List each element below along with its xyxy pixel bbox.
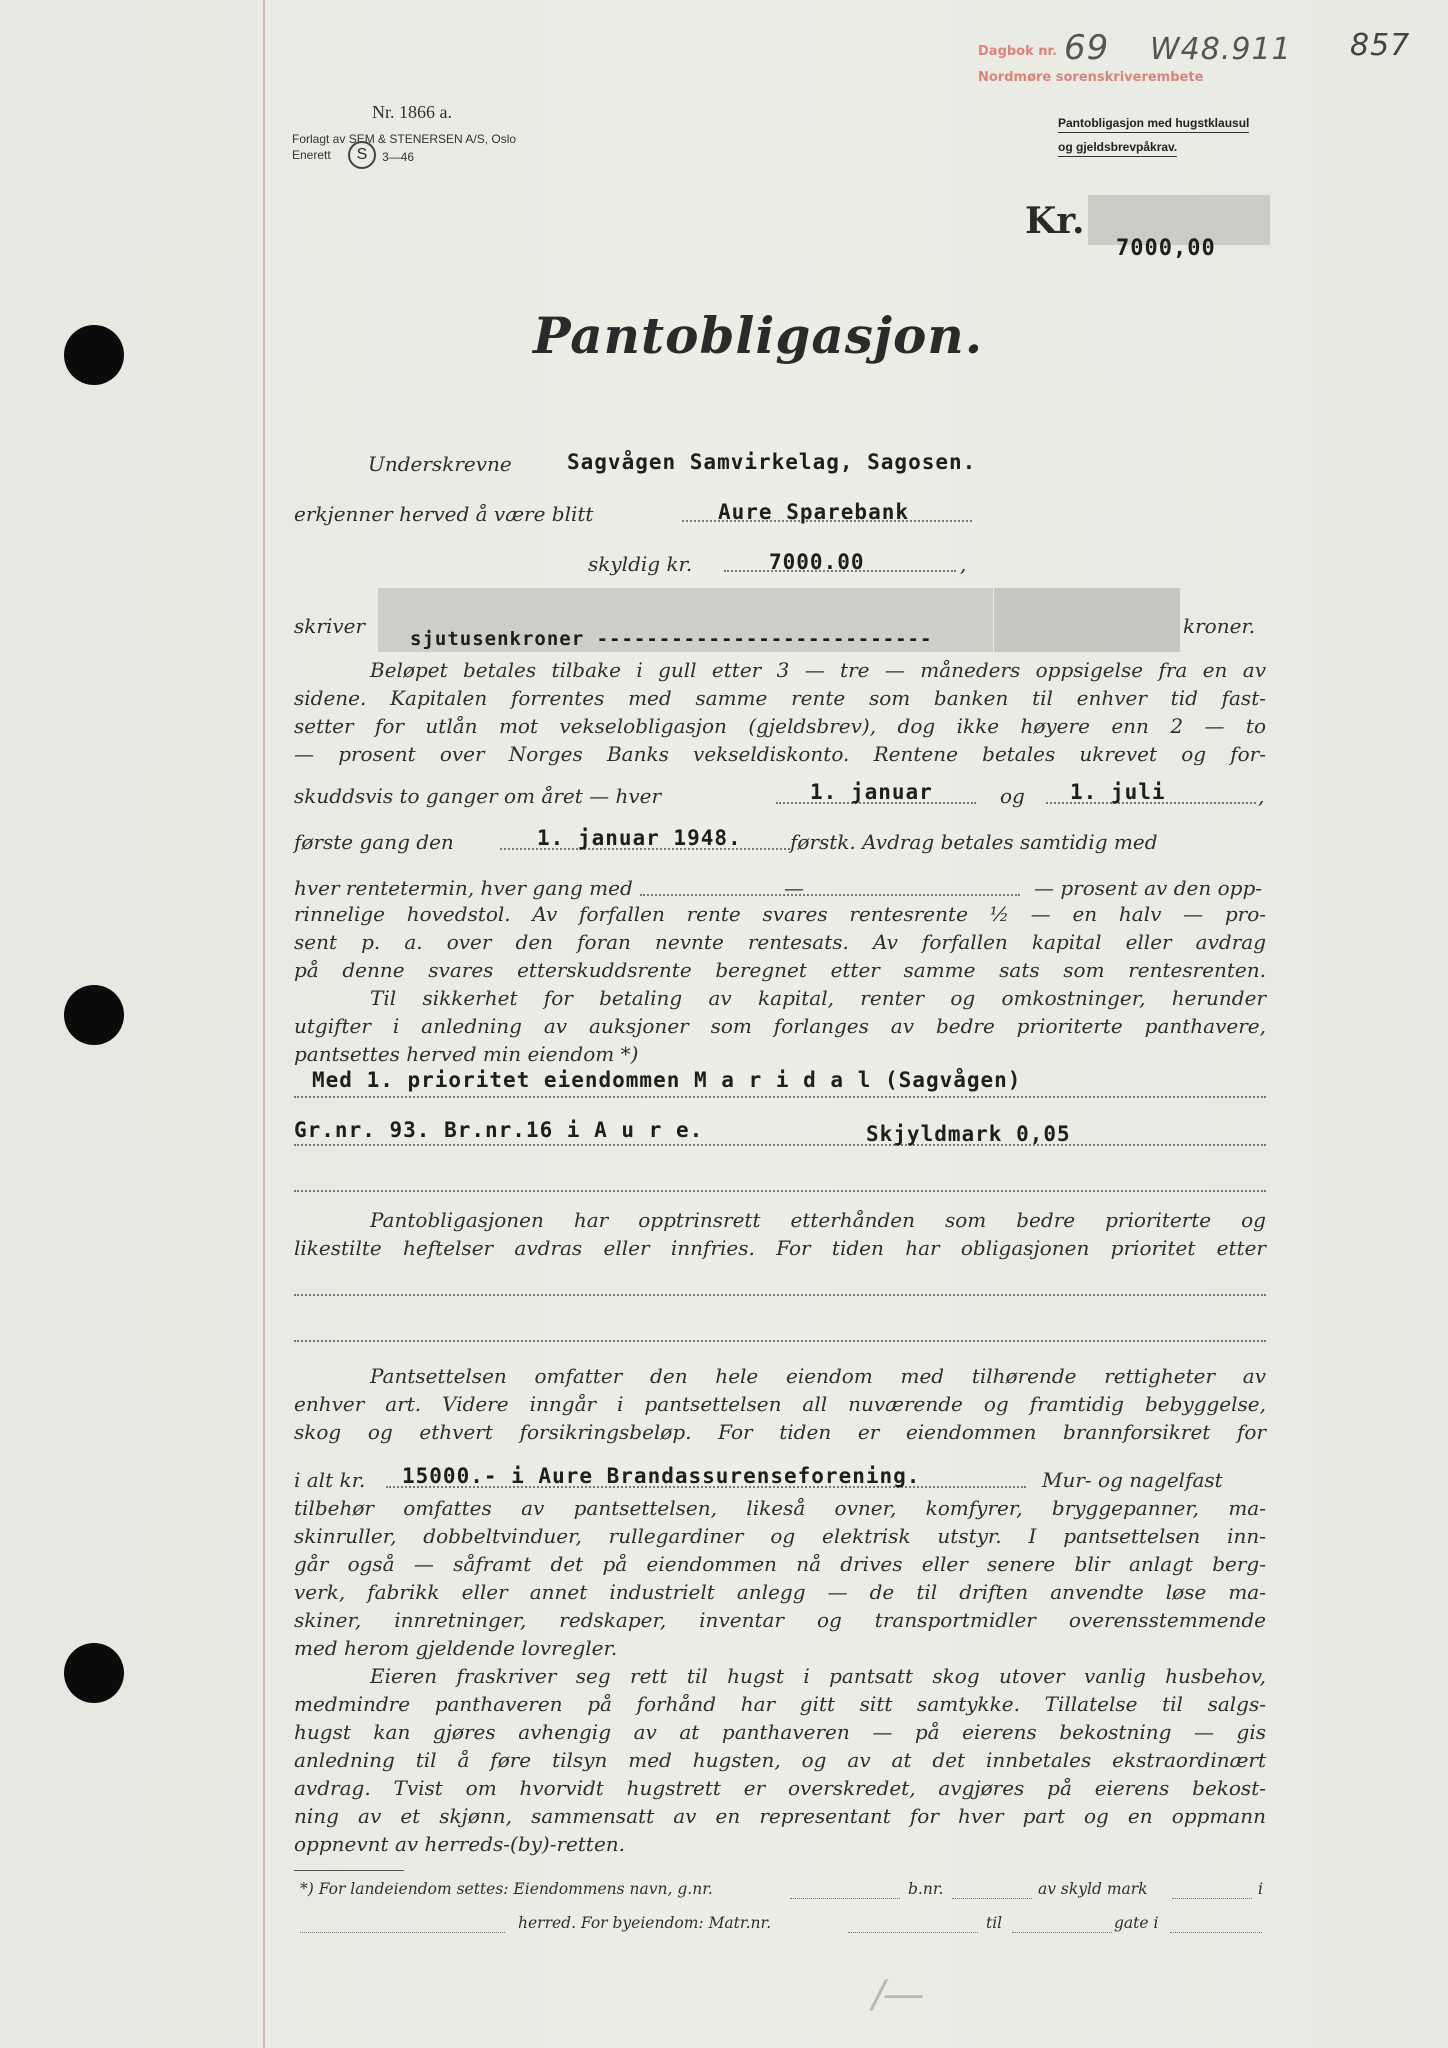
footnote-line-1c: av skyld mark (1038, 1880, 1148, 1898)
footnote-dots (790, 1898, 900, 1899)
form-type-line2: og gjeldsbrevpåkrav. (1058, 140, 1177, 157)
footnote-rule (294, 1870, 404, 1871)
footnote-dots (1012, 1932, 1112, 1933)
writes-label: skriver (294, 614, 366, 638)
amount-value: 7000,00 (1116, 236, 1216, 261)
amount-words: sjutusenkroner --------------------------- (410, 628, 933, 650)
page-number: 857 (1350, 28, 1411, 63)
footnote-dots (1170, 1932, 1262, 1933)
document-title: Pantobligasjon. (533, 306, 984, 365)
insured-value: 15000.- i Aure Brandassurenseforening. (402, 1464, 921, 1488)
priority-dots-2 (294, 1340, 1266, 1342)
pledge-line-1: Pantsettelsen omfatter den hele eiendom med tilhørende rettigheter av (370, 1364, 1266, 1388)
interest-paragraph: rinnelige hovedstol. Av forfallen rente svares rentesrente ½ — en halv — pro- sent p. a. over den foran nevnte rentesats. Av forfallen kapital eller avdrag på denne svares etterskuddsrente beregnet etter samme sats som rentesrenten. (294, 902, 1266, 982)
interest-date-2: 1. juli (1070, 780, 1166, 804)
priority-line-2: likestilte heftelser avdras eller innfries. For tiden har obligasjonen prioritet etter (294, 1236, 1266, 1260)
fixtures-paragraph: tilbehør omfattes av pantsettelsen, likeså ovner, komfyrer, bryggepanner, ma- skinruller, dobbeltvinduer, rullegardiner og elektrisk utstyr. I pantsettelsen inn- går også — såframt det på eiendommen nå drives eller senere blir anlagt berg- verk, fabrikk eller annet industrielt anlegg — de til driften anvendte løse ma- skiner, innretninger, redskaper, inventar og transportmidler overensstemmende med herom gjeldende lovregler. (294, 1496, 1266, 1660)
property-dots-1 (294, 1096, 1266, 1098)
owed-suffix: , (960, 552, 967, 576)
interest-date-1: 1. januar (810, 780, 933, 804)
property-line-1: Med 1. prioritet eiendommen M a r i d a l (Sagvågen) (312, 1068, 1022, 1092)
owed-value: 7000.00 (769, 550, 865, 574)
interest-suffix: , (1258, 784, 1265, 808)
priority-line-1: Pantobligasjonen har opptrinsrett etterhånden som bedre prioriterte og (370, 1208, 1266, 1232)
amount-label: Kr. (1025, 200, 1085, 242)
publisher-date: 3—46 (382, 150, 415, 164)
security-paragraph-first: Til sikkerhet for betaling av kapital, renter og omkostninger, herunder (370, 986, 1266, 1010)
property-assessment: Skjyldmark 0,05 (866, 1122, 1071, 1146)
footnote-line-1a: *) For landeiendom settes: Eiendommens navn, g.nr. (300, 1880, 713, 1898)
footnote-dots (952, 1898, 1032, 1899)
owed-label: skyldig kr. (588, 552, 693, 576)
creditor-value: Aure Sparebank (718, 500, 910, 524)
punch-hole (64, 1643, 124, 1703)
footnote-line-2a: herred. For byeiendom: Matr.nr. (518, 1914, 772, 1932)
form-number: Nr. 1866 a. (372, 102, 452, 122)
instalment-dots (640, 894, 1020, 896)
first-payment-prefix: første gang den (294, 830, 454, 854)
property-dots-2 (294, 1144, 1266, 1146)
footnote-line-2b: til (986, 1914, 1003, 1932)
stamp-dagbok: Dagbok nr. (978, 44, 1058, 59)
footnote-dots (300, 1932, 505, 1933)
instalment-prefix: hver rentetermin, hver gang med (294, 876, 633, 900)
first-payment-date: 1. januar 1948. (537, 826, 742, 850)
publisher-logo-icon: S (348, 141, 376, 169)
first-payment-suffix: førstk. Avdrag betales samtidig med (790, 830, 1158, 854)
footnote-dots (848, 1932, 978, 1933)
undersigned-label: Underskrevne (368, 452, 512, 476)
felling-paragraph: medmindre panthaveren på forhånd har gitt sitt samtykke. Tillatelse til salgs- hugst kan gjøres avhengig av at panthaveren — på eierens bekostning — gis anledning til å føre tilsyn med hugsten, og av at det innbetales ekstraordinært avdrag. Tvist om hvorvidt hugstrett er overskredet, avgjøres på eierens bekost- ning av et skjønn, sammensatt av en representant for hver part og en oppmann oppnevnt av herreds-(by)-retten. (294, 1692, 1266, 1856)
interest-prefix: skuddsvis to ganger om året — hver (294, 784, 662, 808)
writes-suffix: kroner. (1183, 614, 1256, 638)
pencil-mark-icon: ∕― (872, 1972, 923, 2016)
interest-og: og (1000, 784, 1025, 808)
handwritten-number: 69 (1064, 28, 1110, 68)
priority-dots-1 (294, 1294, 1266, 1296)
footnote-line-2c: gate i (1114, 1914, 1159, 1932)
footnote-dots (1172, 1898, 1252, 1899)
insured-prefix: i alt kr. (294, 1468, 366, 1492)
punch-hole (64, 985, 124, 1045)
repayment-lines: sidene. Kapitalen forrentes med samme rente som banken til enhver tid fast- setter for utlån mot vekselobligasjon (gjeldsbrev), dog ikke høyere enn 2 — to — prosent over Norges Banks vekseldiskonto. Rentene betales ukrevet og for- (294, 686, 1266, 766)
handwritten-reference: W48.911 (1150, 32, 1292, 67)
security-paragraph: utgifter i anledning av auksjoner som forlanges av bedre prioriterte panthavere, pantsettes herved min eiendom *) (294, 1014, 1266, 1066)
margin-line (263, 0, 265, 2048)
punch-hole (64, 325, 124, 385)
footnote-line-1d: i (1258, 1880, 1263, 1898)
felling-line-1: Eieren fraskriver seg rett til hugst i pantsatt skog utover vanlig husbehov, (370, 1664, 1266, 1688)
form-type-line1: Pantobligasjon med hugstklausul (1058, 116, 1249, 133)
footnote-line-1b: b.nr. (908, 1880, 944, 1898)
publisher-extra: Enerett (292, 148, 331, 162)
stamp-court: Nordmøre sorenskriverembete (978, 70, 1204, 85)
undersigned-value: Sagvågen Samvirkelag, Sagosen. (567, 450, 977, 474)
creditor-label: erkjenner herved å være blitt (294, 502, 594, 526)
instalment-value: — (784, 876, 804, 900)
repayment-line-1: Beløpet betales tilbake i gull etter 3 — tre — måneders oppsigelse fra en av (370, 658, 1266, 682)
publisher: Forlagt av SEM & STENERSEN A/S, Oslo (292, 132, 517, 146)
amount-words-box-end (994, 588, 1180, 652)
pledge-lines: enhver art. Videre inngår i pantsettelsen all nuværende og framtidig bebyggelse, skog og ethvert forsikringsbeløp. For tiden er eiendommen brannforsikret for (294, 1392, 1266, 1444)
insured-suffix: Mur- og nagelfast (1042, 1468, 1223, 1492)
property-line-2: Gr.nr. 93. Br.nr.16 i A u r e. (294, 1118, 704, 1142)
property-dots-3 (294, 1190, 1266, 1192)
instalment-suffix: — prosent av den opp- (1034, 876, 1262, 900)
